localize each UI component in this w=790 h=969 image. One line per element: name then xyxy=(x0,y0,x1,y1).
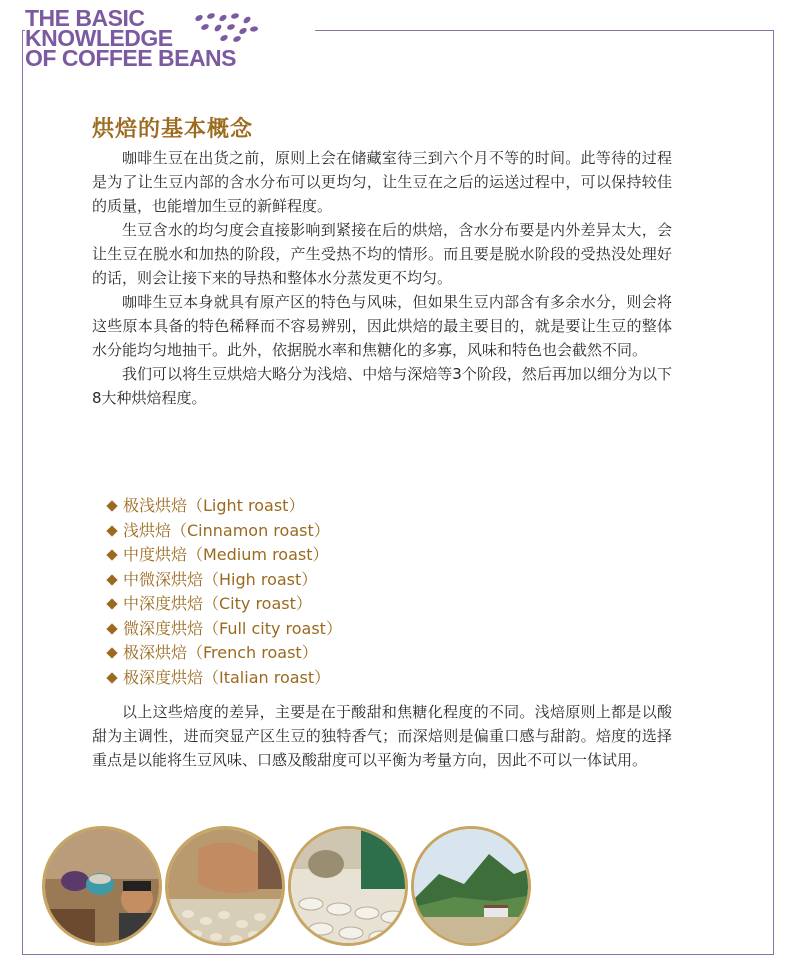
list-item xyxy=(108,568,342,593)
header-line-1: THE BASIC xyxy=(25,5,145,31)
coffee-beans-sorting-photo xyxy=(165,826,285,946)
diamond-bullet-icon xyxy=(106,525,117,536)
diamond-bullet-icon xyxy=(106,501,117,512)
header-line-2: KNOWLEDGE xyxy=(25,25,173,51)
roast-level-label: 中度烘焙（Medium roast） xyxy=(123,545,329,564)
photo-strip xyxy=(42,826,542,950)
roast-level-label: 中微深烘焙（High roast） xyxy=(123,569,318,589)
list-item xyxy=(108,543,342,568)
roast-level-label: 中深度烘焙（City roast） xyxy=(123,594,312,613)
diamond-bullet-icon xyxy=(106,574,117,585)
coffee-beans-icon xyxy=(191,10,261,44)
paragraph: 生豆含水的均匀度会直接影响到紧接在后的烘焙，含水分布要是内外差异太大，会让生豆在脱水和加热的阶段，产生受热不均的情形。而且要是脱水阶段的受热没处理好的话，则会让接下来的导热和整体水分蒸发更不均匀。 xyxy=(92,221,672,287)
list-item xyxy=(108,592,342,617)
diamond-bullet-icon xyxy=(106,672,117,683)
diamond-bullet-icon xyxy=(106,648,117,659)
list-item xyxy=(108,494,342,519)
list-item xyxy=(108,666,342,691)
page-header xyxy=(25,6,315,70)
list-item xyxy=(108,519,342,544)
section-title: 烘焙的基本概念 xyxy=(92,117,254,142)
diamond-bullet-icon xyxy=(106,599,117,610)
conclusion-text xyxy=(92,700,672,772)
roast-level-label: 微深度烘焙（Full city roast） xyxy=(123,618,342,638)
roast-level-label: 极深烘焙（French roast） xyxy=(123,643,318,662)
roast-level-label: 浅烘焙（Cinnamon roast） xyxy=(123,520,330,540)
diamond-bullet-icon xyxy=(106,623,117,634)
intro-text xyxy=(92,146,672,410)
diamond-bullet-icon xyxy=(106,550,117,561)
mountain-farm-photo xyxy=(411,826,531,946)
roast-level-list xyxy=(108,494,342,690)
paragraph: 以上这些焙度的差异，主要是在于酸甜和焦糖化程度的不同。浅焙原则上都是以酸甜为主调性，进而突显产区生豆的独特香气；而深焙则是偏重口感与甜韵。焙度的选择重点是以能将生豆风味、口感及酸甜度可以平衡为考量方向，因此不可以一体试用。 xyxy=(92,703,672,769)
paragraph: 我们可以将生豆烘焙大略分为浅焙、中焙与深焙等3个阶段，然后再加以细分为以下8大种烘焙程度。 xyxy=(92,365,672,407)
coffee-farmer-photo xyxy=(42,826,162,946)
list-item xyxy=(108,617,342,642)
list-item xyxy=(108,641,342,666)
roast-level-label: 极浅烘焙（Light roast） xyxy=(123,496,305,515)
roast-level-label: 极深度烘焙（Italian roast） xyxy=(123,667,331,687)
paragraph: 咖啡生豆本身就具有原产区的特色与风味，但如果生豆内部含有多余水分，则会将这些原本具备的特色稀释而不容易辨别，因此烘焙的最主要目的，就是要让生豆的整体水分能均匀地抽干。此外，依据脱水率和焦糖化的多寡，风味和特色也会截然不同。 xyxy=(92,293,672,359)
coffee-cupping-photo xyxy=(288,826,408,946)
paragraph: 咖啡生豆在出货之前，原则上会在储藏室待三到六个月不等的时间。此等待的过程是为了让生豆内部的含水分布可以更均匀，让生豆在之后的运送过程中，可以保持较佳的质量，也能增加生豆的新鲜程度。 xyxy=(92,149,672,215)
header-line-3: OF COFFEE BEANS xyxy=(25,45,237,71)
